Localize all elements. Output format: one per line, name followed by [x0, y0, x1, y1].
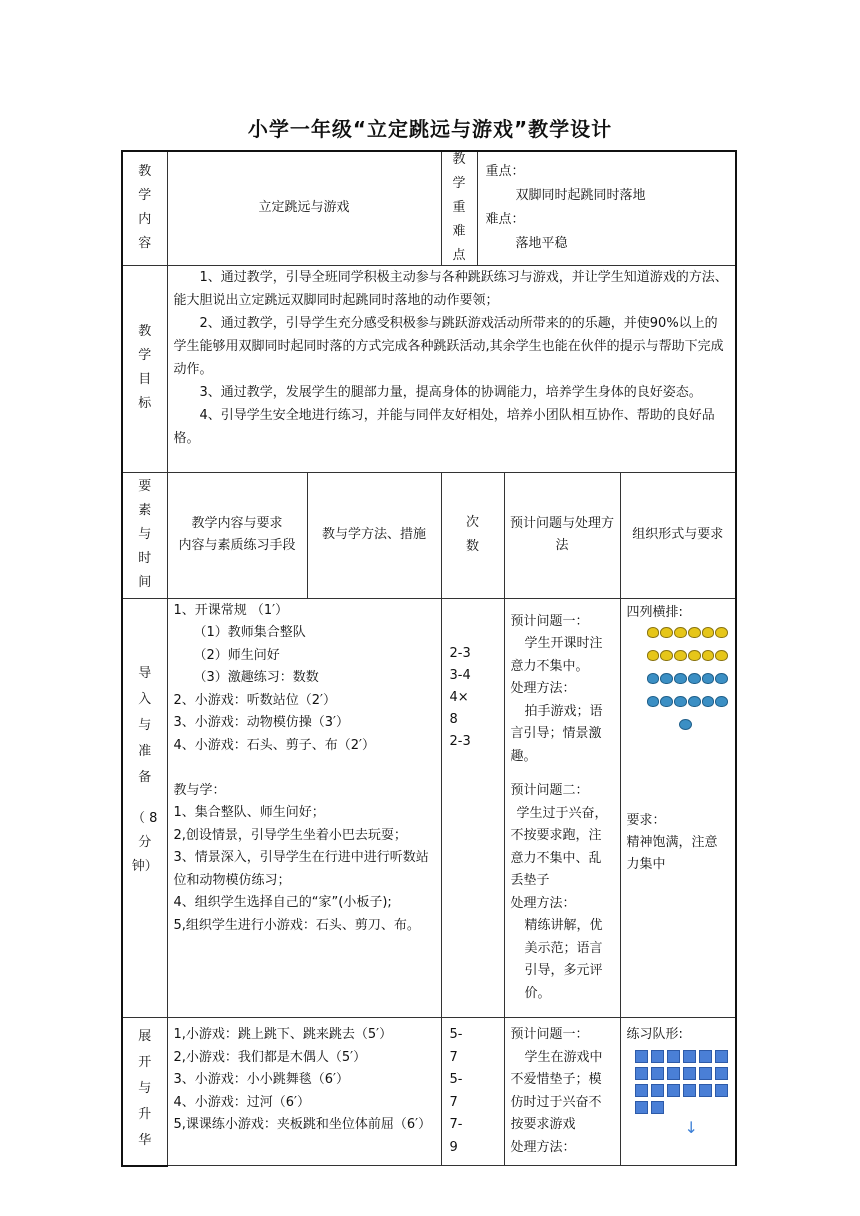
label-char: 与	[138, 526, 152, 542]
develop-q1-text: 学生在游戏中不爱惜垫子；模仿时过于兴奋不按要求游戏	[510, 1049, 603, 1132]
intro-content	[167, 598, 441, 1018]
student-marker	[715, 673, 728, 684]
header-content-subtitle: 内容与素质练习手段	[178, 538, 296, 553]
four-row-formation	[627, 627, 730, 707]
develop-line: 3、小游戏：小小跳舞毯（6′）	[173, 1072, 349, 1087]
lesson-plan-table	[121, 150, 737, 1167]
student-marker	[688, 673, 701, 684]
label-char: 标	[138, 396, 152, 411]
label-teaching-content	[122, 151, 167, 265]
student-marker	[647, 650, 660, 661]
teaching-content-value: 立定跳远与游戏	[167, 151, 441, 265]
intro-line: （3）激趣练习：数数	[193, 670, 319, 685]
intro-line: 1、开课常规 （1′）	[173, 602, 289, 618]
intro-q2-text: 学生过于兴奋，不按要求跑，注意力不集中、乱丢垫子	[510, 805, 608, 888]
objective-item: 2、通过教学，引导学生充分感受积极参与跳跃游戏活动所带来的的乐趣，并使90%以上的学生能够用双脚同时起同时落的方式完成各种跳跃活动,其余学生也能在伙伴的提示与帮助下完成动作。	[173, 315, 724, 377]
develop-line: 2,小游戏：我们都是木偶人（5′）	[173, 1049, 367, 1065]
label-intro	[122, 598, 167, 1018]
key-difficult-points	[477, 151, 736, 265]
practice-formation	[635, 1050, 735, 1118]
objective-item: 1、通过教学，引导全班同学积极主动参与各种跳跃练习与游戏，并让学生知道游戏的方法、能大胆说出立定跳远双脚同时起跳同时落地的动作要领；	[173, 269, 728, 308]
mat-square	[699, 1050, 712, 1063]
student-marker	[660, 650, 673, 661]
mat-square	[635, 1050, 648, 1063]
objective-item: 3、通过教学，发展学生的腿部力量，提高身体的协调能力，培养学生身体的良好姿态。	[199, 384, 702, 400]
label-char: 学	[452, 176, 466, 191]
intro-organization	[620, 598, 736, 1018]
intro-m2-label: 处理方法：	[510, 895, 576, 911]
label-char: 准	[138, 743, 152, 759]
intro-q1-label: 预计问题一：	[510, 613, 589, 629]
objective-item: 4、引导学生安全地进行练习，并能与同伴友好相处，培养小团队相互协作、帮助的良好品格。	[173, 407, 715, 446]
student-marker	[688, 696, 701, 707]
count-value: 7	[449, 1049, 458, 1065]
label-char: 备	[138, 769, 152, 785]
label-elements-time	[122, 472, 167, 598]
count-value: 2-3	[449, 733, 471, 749]
mat-square	[667, 1050, 680, 1063]
intro-time-3: 钟）	[131, 858, 158, 874]
student-marker	[715, 650, 728, 661]
count-value: 7-	[449, 1117, 463, 1132]
develop-org-title: 练习队形:	[626, 1027, 683, 1042]
header-count	[441, 472, 504, 598]
develop-line: 1,小游戏：跳上跳下、跳来跳去（5′）	[173, 1027, 393, 1042]
arrow-down-icon: ↓	[684, 1118, 698, 1137]
intro-line: 4、组织学生选择自己的“家”(小板子);	[173, 895, 392, 910]
teacher-marker	[679, 719, 692, 730]
mat-square	[651, 1101, 664, 1114]
count-value: 4×	[449, 689, 469, 705]
label-char: 难	[452, 224, 466, 239]
label-char: 学	[138, 188, 152, 203]
count-value: 5-	[449, 1027, 463, 1042]
mat-square	[715, 1084, 728, 1097]
intro-line: 教与学：	[173, 782, 226, 798]
label-char: 与	[138, 1081, 152, 1096]
develop-q1-label: 预计问题一：	[510, 1027, 589, 1042]
formation-row	[647, 673, 730, 684]
student-marker	[702, 627, 715, 638]
label-char: 要	[138, 478, 152, 494]
header-content-title: 教学内容与要求	[191, 516, 283, 531]
student-marker	[715, 696, 728, 707]
key-point-label: 重点：	[485, 164, 525, 179]
intro-counts	[441, 598, 504, 1018]
intro-line: 3、情景深入，引导学生在行进中进行听数站位和动物模仿练习；	[173, 850, 429, 888]
label-key-difficult	[441, 151, 477, 265]
objectives-list	[167, 265, 736, 472]
student-marker	[674, 627, 687, 638]
label-char: 数	[466, 538, 480, 554]
intro-q2-label: 预计问题二：	[510, 783, 589, 798]
label-char: 次	[466, 514, 480, 530]
student-marker	[715, 627, 728, 638]
header-method: 教与学方法、措施	[307, 472, 441, 598]
count-value: 2-3	[449, 645, 471, 661]
intro-req-text: 精神饱满，注意力集中	[626, 834, 718, 872]
intro-line: 4、小游戏：石头、剪子、布（2′）	[173, 737, 375, 753]
student-marker	[702, 673, 715, 684]
mat-square	[683, 1050, 696, 1063]
intro-line: （1）教师集合整队	[193, 625, 306, 640]
intro-org-title: 四列横排:	[626, 604, 683, 620]
mat-square	[667, 1067, 680, 1080]
intro-req-label: 要求：	[626, 812, 666, 828]
mat-square	[715, 1050, 728, 1063]
mat-square	[635, 1084, 648, 1097]
page-title: 小学一年级“立定跳远与游戏”教学设计	[247, 117, 613, 141]
row-teaching-content	[122, 151, 736, 265]
difficult-point-text: 落地平稳	[515, 236, 568, 251]
intro-m1-label: 处理方法：	[510, 681, 576, 696]
intro-line	[174, 757, 435, 780]
intro-line: 5,组织学生进行小游戏：石头、剪刀、布。	[173, 917, 420, 933]
label-char: 时	[138, 550, 152, 566]
mat-square	[683, 1084, 696, 1097]
intro-line: 2,创设情景，引导学生坐着小巴去玩耍；	[173, 827, 407, 843]
header-content	[167, 472, 307, 598]
mat-square	[683, 1067, 696, 1080]
label-char: 入	[138, 691, 152, 707]
intro-problems	[504, 598, 620, 1018]
intro-line: （2）师生问好	[193, 647, 280, 663]
label-teaching-objectives	[122, 265, 167, 472]
row-intro-preparation	[122, 598, 736, 1018]
count-value: 3-4	[449, 667, 471, 683]
mat-square	[635, 1101, 648, 1114]
mat-square	[667, 1084, 680, 1097]
intro-q1-text: 学生开课时注意力不集中。	[510, 636, 603, 674]
label-char: 展	[138, 1029, 152, 1044]
student-marker	[688, 627, 701, 638]
mat-square	[715, 1067, 728, 1080]
header-problem: 预计问题与处理方法	[504, 472, 620, 598]
count-value: 9	[449, 1139, 458, 1155]
develop-line: 4、小游戏：过河（6′）	[173, 1094, 310, 1110]
label-char: 间	[138, 574, 152, 590]
label-char: 学	[138, 348, 152, 363]
label-char: 目	[138, 372, 152, 387]
label-char: 点	[452, 248, 466, 263]
mat-square	[635, 1067, 648, 1080]
label-char: 导	[138, 665, 152, 681]
label-char: 开	[138, 1055, 152, 1070]
student-marker	[647, 627, 660, 638]
intro-line: 1、集合整队、师生问好；	[173, 805, 325, 820]
student-marker	[660, 627, 673, 638]
intro-time-2: 分	[138, 834, 152, 850]
intro-time-1: （ 8	[132, 810, 158, 826]
label-char: 重	[452, 200, 466, 215]
student-marker	[660, 696, 673, 707]
student-marker	[647, 673, 660, 684]
student-marker	[674, 650, 687, 661]
header-org: 组织形式与要求	[620, 472, 736, 598]
count-value: 5-	[449, 1072, 463, 1087]
develop-line: 5,课课练小游戏：夹板跳和坐位体前屈（6′）	[173, 1117, 432, 1132]
count-value: 7	[449, 1094, 458, 1110]
label-char: 教	[452, 152, 466, 167]
row-develop	[122, 1018, 736, 1166]
label-char: 容	[138, 236, 152, 251]
student-marker	[647, 696, 660, 707]
student-marker	[674, 673, 687, 684]
mat-square	[699, 1067, 712, 1080]
intro-line: 2、小游戏：听数站位（2′）	[173, 692, 336, 708]
develop-m1-label: 处理方法：	[510, 1139, 576, 1155]
label-char: 教	[138, 164, 152, 179]
label-char: 升	[138, 1107, 152, 1122]
difficult-point-label: 难点：	[485, 212, 525, 227]
label-char: 内	[138, 212, 152, 227]
key-point-text: 双脚同时起跳同时落地	[515, 188, 646, 203]
intro-m2-text: 精练讲解，优美示范；语言引导，多元评价。	[524, 918, 603, 1001]
mat-square	[651, 1050, 664, 1063]
mat-square	[651, 1067, 664, 1080]
student-marker	[702, 650, 715, 661]
student-marker	[688, 650, 701, 661]
count-value: 8	[449, 711, 458, 727]
label-char: 素	[138, 502, 152, 518]
label-char: 华	[138, 1133, 152, 1148]
student-marker	[660, 673, 673, 684]
label-char: 教	[138, 324, 152, 339]
row-teaching-objectives	[122, 265, 736, 472]
mat-square	[699, 1084, 712, 1097]
develop-counts	[441, 1018, 504, 1166]
develop-organization	[620, 1018, 736, 1166]
student-marker	[674, 696, 687, 707]
intro-m1-text: 拍手游戏；语言引导；情景激趣。	[510, 703, 603, 764]
formation-row	[647, 696, 730, 707]
develop-content	[167, 1018, 441, 1166]
mat-square	[651, 1084, 664, 1097]
label-develop	[122, 1018, 167, 1166]
develop-problems	[504, 1018, 620, 1166]
formation-row	[647, 650, 730, 661]
formation-row	[647, 627, 730, 638]
label-char: 与	[138, 717, 152, 733]
row-column-header	[122, 472, 736, 598]
intro-line: 3、小游戏：动物模仿操（3′）	[173, 715, 349, 730]
student-marker	[702, 696, 715, 707]
